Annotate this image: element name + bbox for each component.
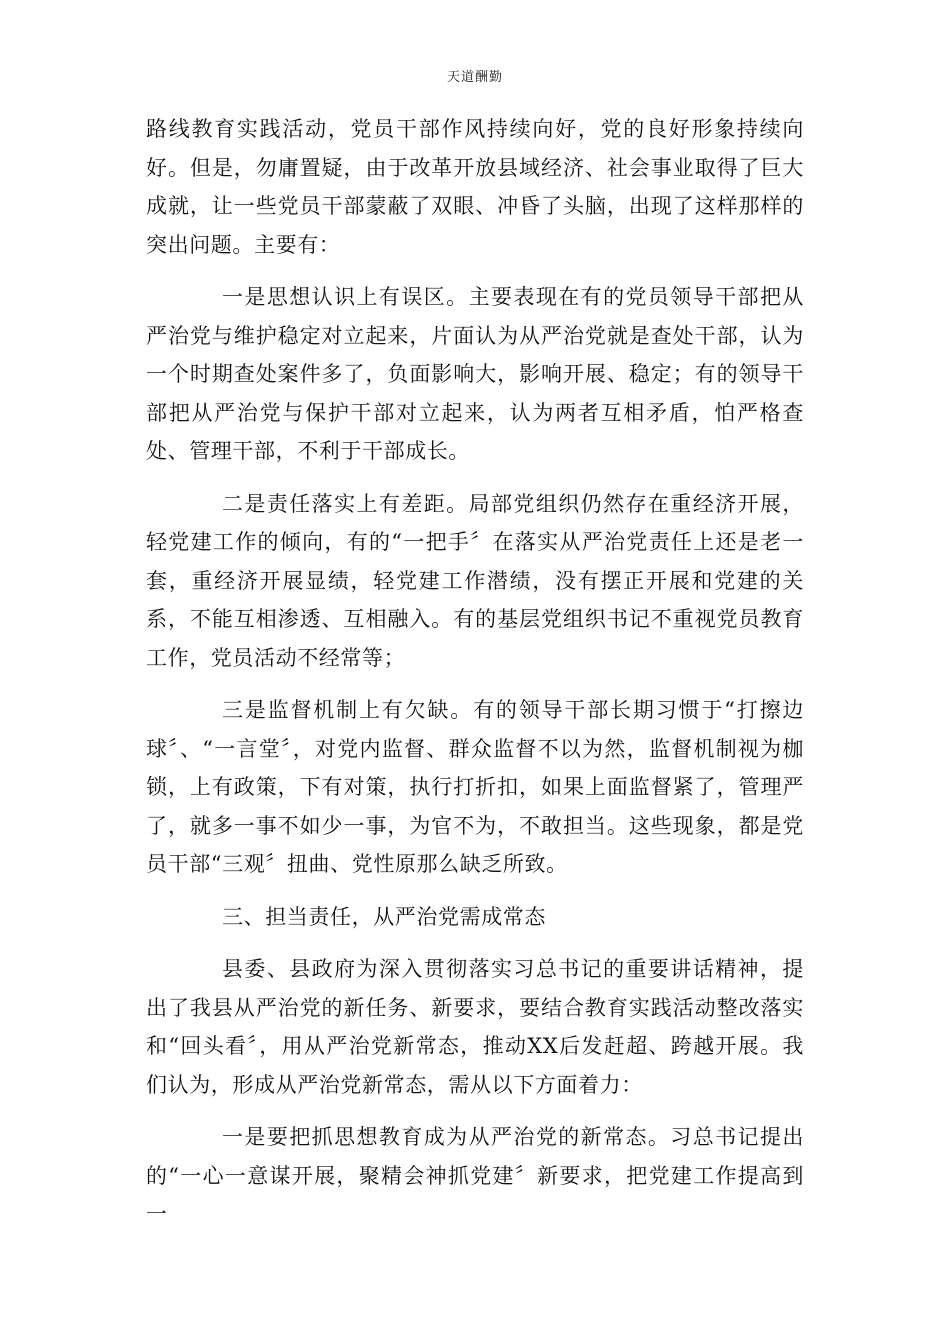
paragraph-intro: 路线教育实践活动，党员干部作风持续向好，党的良好形象持续向好。但是，勿庸置疑，由于改革开放县域经济、社会事业取得了巨大成就，让一些党员干部蒙蔽了双眼、冲昏了头脑，出现了这样那样的突出问题。主要有： — [146, 117, 804, 257]
page-header: 天道酬勤 — [446, 70, 503, 85]
section-heading: 三、担当责任，从严治党需成常态 — [222, 904, 546, 929]
paragraph-point-2: 二是责任落实上有差距。局部党组织仍然存在重经济开展，轻党建工作的倾向，有的“一把手〞在落实从严治党责任上还是老一套，重经济开展显绩，轻党建工作潜绩，没有摆正开展和党建的关系，不能互相渗透、互相融入。有的基层党组织书记不重视党员教育工作，党员活动不经常等； — [146, 491, 804, 670]
paragraph-point-1: 一是思想认识上有误区。主要表现在有的党员领导干部把从严治党与维护稳定对立起来，片面认为从严治党就是查处干部，认为一个时期查处案件多了，负面影响大，影响开展、稳定；有的领导干部把从严治党与保护干部对立起来，认为两者互相矛盾，怕严格查处、管理干部，不利于干部成长。 — [146, 285, 804, 463]
paragraph-point-3: 三是监督机制上有欠缺。有的领导干部长期习惯于“打擦边球〞、“一言堂〞，对党内监督、群众监督不以为然，监督机制视为枷锁，上有政策，下有对策，执行打折扣，如果上面监督紧了，管理严了，就多一事不如少一事，为官不为，不敢担当。这些现象，都是党员干部“三观〞扭曲、党性原那么缺乏所致。 — [146, 698, 804, 876]
document-body — [146, 110, 804, 1248]
paragraph-measure-1: 一是要把抓思想教育成为从严治党的新常态。习总书记提出的“一心一意谋开展，聚精会神抓党建〞新要求，把党建工作提高到一 — [146, 1125, 804, 1226]
paragraph-section-intro: 县委、县政府为深入贯彻落实习总书记的重要讲话精神，提出了我县从严治党的新任务、新要求，要结合教育实践活动整改落实和“回头看〞，用从严治党新常态，推动XX后发赶超、跨越开展。我们认为，形成从严治党新常态，需从以下方面着力： — [146, 957, 804, 1097]
